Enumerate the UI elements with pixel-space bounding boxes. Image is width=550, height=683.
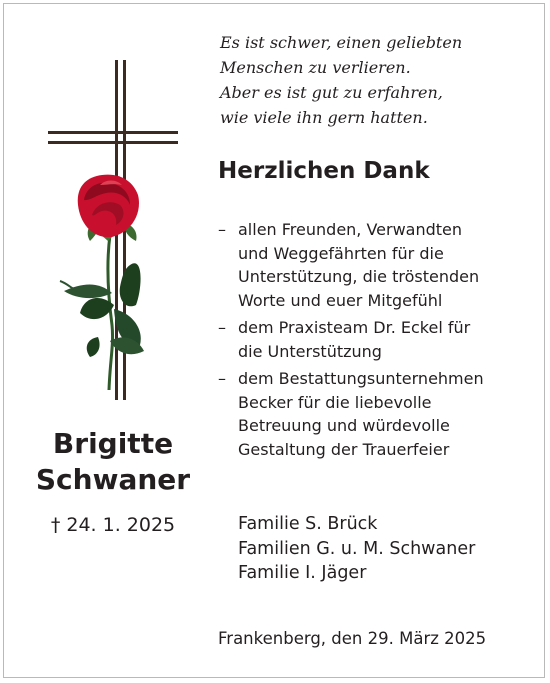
poem-line: Aber es ist gut zu erfahren,	[220, 83, 443, 102]
thanks-line: dem Bestattungsunternehmen	[238, 369, 484, 388]
thanks-line: Worte und euer Mitgefühl	[238, 290, 443, 310]
thanks-line: und Weggefährten für die	[238, 243, 444, 263]
thanks-line: Betreuung und würdevolle	[238, 416, 450, 435]
family-signature	[238, 512, 475, 586]
poem-line: wie viele ihn gern hatten.	[220, 108, 428, 127]
poem-line: Es ist schwer, einen geliebten	[220, 33, 463, 52]
rose-icon	[60, 175, 144, 390]
deceased-name	[0, 426, 226, 498]
poem-line: Menschen zu verlieren.	[220, 58, 411, 77]
family-line: Familien G. u. M. Schwaner	[238, 538, 476, 559]
bullet-dash: –	[218, 318, 226, 337]
family-line: Familie I. Jäger	[238, 563, 367, 583]
thanks-line: dem Praxisteam Dr. Eckel für	[238, 318, 471, 337]
thanks-item	[218, 316, 543, 363]
thanks-line: Gestaltung der Trauerfeier	[238, 439, 450, 459]
cross-with-rose-illustration	[40, 55, 190, 405]
thanks-list	[218, 218, 543, 465]
thanks-item	[218, 367, 543, 461]
thanks-line: allen Freunden, Verwandten	[238, 220, 463, 239]
death-date: † 24. 1. 2025	[50, 514, 176, 536]
thanks-line: Unterstützung, die tröstenden	[238, 267, 480, 286]
deceased-first-name: Brigitte	[52, 427, 174, 460]
thanks-heading: Herzlichen Dank	[218, 158, 430, 184]
thanks-line: Becker für die liebevolle	[238, 392, 432, 412]
place-date: Frankenberg, den 29. März 2025	[218, 629, 487, 648]
deceased-last-name: Schwaner	[35, 463, 191, 496]
family-line: Familie S. Brück	[238, 514, 378, 534]
bullet-dash: –	[218, 369, 226, 388]
bullet-dash: –	[218, 220, 226, 239]
thanks-item	[218, 218, 543, 312]
thanks-line: die Unterstützung	[238, 341, 382, 361]
poem	[220, 30, 540, 130]
